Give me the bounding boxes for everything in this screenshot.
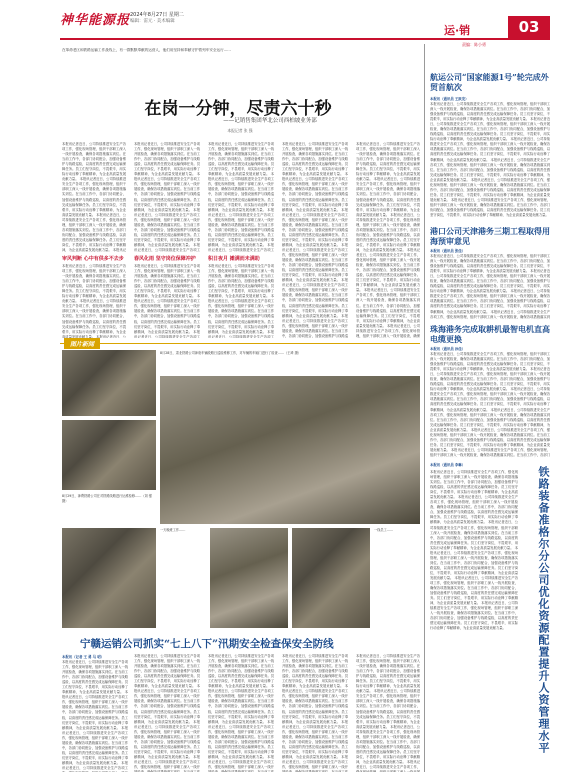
bottom-byline: 本报讯（记者 王 勇 马 明） xyxy=(62,655,105,659)
right-story4-byline: 本报讯（通讯员 李琳） xyxy=(430,463,466,467)
photo-small-bottom xyxy=(62,420,156,490)
main-column-3: 本报讯记者近日，公司持续推进安全生产各项工作，强化现场管理，组织干部职工深入一线开展检查，确保各项措施落实到位。在当前工作中，各部门协同配合，加强设备维护与线路巡检，以高度的责任感完成运输保障任务。员工们坚守岗位，不畏艰辛，用实际行动诠释了奉献精神，为企业高质量发展贡献力量。 本报讯记者近日，公司持续推进安全生产各项工作，强化现场管理，组织干部职工深入一线开展检查，确保各项措施落实到位。在当前工作中，各部门协同配合，加强设备维护与线路巡检，以高度的责任感完成运输保障任务。员工们坚守岗位，不畏艰辛，用实际行动诠释了奉献精神，为企业高质量发展贡献力量。 本报讯记者近日，公司持续推进安全生产各项工作，强化现场管理，组织干部职工深入一线开展检查，确保各项措施落实到位。在当前工作中，各部门协同配合，加强设备维护与线路巡检，以高度的责任感完成运输保障任务。员工们坚守岗位，不畏艰辛，用实际行动诠释了奉献精神，为企业高质量发展贡献力量。 本报讯记者近日，公司持续推进安全生产各项工 xyxy=(208,142,274,252)
section-label: 运·销 xyxy=(444,24,471,37)
right-story1-byline: 本报讯（通讯员 王跃发） xyxy=(430,97,469,101)
main-column-1b: 本报讯记者近日，公司持续推进安全生产各项工作，强化现场管理，组织干部职工深入一线开展检查，确保各项措施落实到位。在当前工作中，各部门协同配合，加强设备维护与线路巡检，以高度的责任感完成运输保障任务。员工们坚守岗位，不畏艰辛，用实际行动诠释了奉献精神，为企业高质量发展贡献力量。 本报讯记者近日，公司持续推进安全生产各项工作，强化现场管理，组织干部职工深入一线开展检查，确保各项措施落实到位。在当前工作中，各部门协同配合，加强设备维护与线路巡检，以高度的责任感完成运输保障任务。员工们坚守岗位，不畏艰辛，用实际行动诠释了奉献精神，为企业高质量发展贡献力量。 本报讯记者近日，公 xyxy=(62,264,126,338)
bottom-column-3: 本报讯记者近日，公司持续推进安全生产各项工作，强化现场管理，组织干部职工深入一线开展检查，确保各项措施落实到位。在当前工作中，各部门协同配合，加强设备维护与线路巡检，以高度的责任感完成运输保障任务。员工们坚守岗位，不畏艰辛，用实际行动诠释了奉献精神，为企业高质量发展贡献力量。 本报讯记者近日，公司持续推进安全生产各项工作，强化现场管理，组织干部职工深入一线开展检查，确保各项措施落实到位。在当前工作中，各部门协同配合，加强设备维护与线路巡检，以高度的责任感完成运输保障任务。员工们坚守岗位，不畏艰辛，用实际行动诠释了奉献精神，为企业高质量发展贡献力量。 本报讯记者近日，公司持续推进安全生产各项工作，强化现场管理，组织干部职工深入一线开展检查，确保各项措施落实到位。在当前工作中，各部门协同配合，加强设备维护与线路巡检，以高度的责任感完成运输保障任务。员工们坚守岗位，不畏艰辛，用实际行动诠释了奉献精神，为企业高质量发展贡献力量。 本报讯记者近日，公司持续推进安全生产各项工作，强化现场管理，组织干部职工深入一线开 xyxy=(208,654,274,770)
main-column-1: 本报讯记者近日，公司持续推进安全生产各项工作，强化现场管理，组织干部职工深入一线开展检查，确保各项措施落实到位。在当前工作中，各部门协同配合，加强设备维护与线路巡检，以高度的责任感完成运输保障任务。员工们坚守岗位，不畏艰辛，用实际行动诠释了奉献精神，为企业高质量发展贡献力量。 本报讯记者近日，公司持续推进安全生产各项工作，强化现场管理，组织干部职工深入一线开展检查，确保各项措施落实到位。在当前工作中，各部门协同配合，加强设备维护与线路巡检，以高度的责任感完成运输保障任务。员工们坚守岗位，不畏艰辛，用实际行动诠释了奉献精神，为企业高质量发展贡献力量。 本报讯记者近日，公司持续推进安全生产各项工作，强化现场管理，组织干部职工深入一线开展检查，确保各项措施落实到位。在当前工作中，各部门协同配合，加强设备维护与线路巡检，以高度的责任感完成运输保障任务。员工们坚守岗位，不畏艰辛，用实际行动诠释了奉献精神，为企业高质量发展贡献力量。 本报讯记 xyxy=(62,142,126,252)
masthead-sub: 编辑：雷元 · 美术编辑 xyxy=(130,19,175,24)
main-byline: 本报记者 张 强 xyxy=(227,128,253,133)
bottom-column-4: 本报讯记者近日，公司持续推进安全生产各项工作，强化现场管理，组织干部职工深入一线开展检查，确保各项措施落实到位。在当前工作中，各部门协同配合，加强设备维护与线路巡检，以高度的责任感完成运输保障任务。员工们坚守岗位，不畏艰辛，用实际行动诠释了奉献精神，为企业高质量发展贡献力量。 本报讯记者近日，公司持续推进安全生产各项工作，强化现场管理，组织干部职工深入一线开展检查，确保各项措施落实到位。在当前工作中，各部门协同配合，加强设备维护与线路巡检，以高度的责任感完成运输保障任务。员工们坚守岗位，不畏艰辛，用实际行动诠释了奉献精神，为企业高质量发展贡献力量。 本报讯记者近日，公司持续推进安全生产各项工作，强化现场管理，组织干部职工深入一线开展检查，确保各项措施落实到位。在当前工作中，各部门协同配合，加强设备维护与线路巡检，以高度的责任感完成运输保障任务。员工们坚守岗位，不畏艰辛，用实际行动诠释了奉献精神，为企业高质量发展贡献力量。 本报讯记者近日，公司持续推进安全生产各项工作，强化现场管理，组织干部职工深入一线开 xyxy=(282,654,348,770)
main-subhead-1: 审风判断 心中有供多不去步 xyxy=(62,256,124,262)
right-story4-body: 本报讯记者近日，公司持续推进安全生产各项工作，强化现场管理，组织干部职工深入一线开展检查，确保各项措施落实到位。在当前工作中，各部门协同配合，加强设备维护与线路巡检，以高度的责任感完成运输保障任务。员工们坚守岗位，不畏艰辛，用实际行动诠释了奉献精神，为企业高质量发展贡献力量。 本报讯记者近日，公司持续推进安全生产各项工作，强化现场管理，组织干部职工深入一线开展检查，确保各项措施落实到位。在当前工作中，各部门协同配合，加强设备维护与线路巡检，以高度的责任感完成运输保障任务。员工们坚守岗位，不畏艰辛，用实际行动诠释了奉献精神，为企业高质量发展贡献力量。 本报讯记者近日，公司持续推进安全生产各项工作，强化现场管理，组织干部职工深入一线开展检查，确保各项措施落实到位。在当前工作中，各部门协同配合，加强设备维护与线路巡检，以高度的责任感完成运输保障任务。员工们坚守岗位，不畏艰辛，用实际行动诠释了奉献精神，为企业高质量发展贡献力量。 本报讯记者近日，公司持续推进安全生产各项工作，强化现场管理，组织干部职工深入一线开展检查，确保各项措施落实到位。在当前工作中，各部门协同配合，加强设备维护与线路巡检，以高度的责任感完成运输保障任务。员工们坚守岗位，不畏艰辛，用实际行动诠释了奉献精神，为企业高质量发展贡献力量。 本报讯记者近日，公司持续推进安全生产各项工作，强化现场管理，组织干部职工深入一线开展检查，确保各项措施落实到位。在当前工作中，各部门协同配合，加强设备维护与线路巡检，以高度的责任感完成运输保障任务。员工们坚守岗位，不畏艰辛，用实际行动诠释了奉献精神，为企业高质量发展贡献力量。 本报讯记者近日，公司持续推进安全生产各项工作，强化现场管理，组织干部职工深入一线开展检查，确保各项措施落实到位。在当前工作中，各部门协同配合，加强设备维护与线路巡检，以高度的责任感完成运输保障任务。员工们坚守岗位，不畏艰辛，用实际行动诠释了奉献精神，为企业高质量发展贡献力量。 xyxy=(430,470,518,631)
wide-photo-caption: 8月28日，肃北铁路公司神府车辆段路日巡检维修工作，对车辆的车厢门进行了检查……（王琦 摄） xyxy=(160,351,301,355)
right-story2-title: 港口公司天津港务三期工程取得用海预审意见 xyxy=(430,226,550,246)
main-headline: 在岗一分钟，尽责六十秒 xyxy=(144,99,332,119)
right-story3-body: 本报讯记者近日，公司持续推进安全生产各项工作，强化现场管理，组织干部职工深入一线开展检查，确保各项措施落实到位。在当前工作中，各部门协同配合，加强设备维护与线路巡检，以高度的责任感完成运输保障任务。员工们坚守岗位，不畏艰辛，用实际行动诠释了奉献精神，为企业高质量发展贡献力量。 本报讯记者近日，公司持续推进安全生产各项工作，强化现场管理，组织干部职工深入一线开展检查，确保各项措施落实到位。在当前工作中，各部门协同配合，加强设备维护与线路巡检，以高度的责任感完成运输保障任务。员工们坚守岗位，不畏艰辛，用实际行动诠释了奉献精神，为企业高质量发展贡献力量。 本报讯记者近日，公司持续推进安全生产各项工作，强化现场管理，组织干部职工深入一线开展检查，确保各项措施落实到位。在当前工作中，各部门协同配合，加强设备维护与线路巡检，以高度的责任感完成运输保障任务。员工们坚守岗位，不畏艰辛，用实际行动诠释了奉献精神，为企业高质量发展贡献力量。 本报讯记者近日，公司持续推进安全生产各项工作，强化现场管理，组织干部职工深入一线开展检查，确保各项措施落实到位。在当前工作中，各部门协同配合，加强设备维护与线路巡检，以高度的责任感完成运输保障任务。员工们坚守岗位，不畏艰辛，用实际行动诠释了奉献精神，为企业高质量发展贡献力量。 本报讯记者近日，公司持续推进安全生产各项工作，强化现场管理，组织干部职工深入一线开展检查，确保各项措施落实到位。在当前工作中，各部门协同配合，加强设备维护与线路巡检，以高度的责任感完成运输保障任务。员工们坚守岗位，不畏艰辛，用实际行动诠释了奉献精神，为企业高质量发展贡献力量。 本报讯记者近日，公司持续推进安全生产各项工作，强化现场管理，组织干部职工深入一线开展检查，确保各项措施落实到位。在当前工作中，各部门 xyxy=(430,352,550,457)
photo-bottom-right xyxy=(292,528,370,628)
bottom-column-1: 本报讯记者近日，公司持续推进安全生产各项工作，强化现场管理，组织干部职工深入一线开展检查，确保各项措施落实到位。在当前工作中，各部门协同配合，加强设备维护与线路巡检，以高度的责任感完成运输保障任务。员工们坚守岗位，不畏艰辛，用实际行动诠释了奉献精神，为企业高质量发展贡献力量。 本报讯记者近日，公司持续推进安全生产各项工作，强化现场管理，组织干部职工深入一线开展检查，确保各项措施落实到位。在当前工作中，各部门协同配合，加强设备维护与线路巡检，以高度的责任感完成运输保障任务。员工们坚守岗位，不畏艰辛，用实际行动诠释了奉献精神，为企业高质量发展贡献力量。 本报讯记者近日，公司持续推进安全生产各项工作，强化现场管理，组织干部职工深入一线开展检查，确保各项措施落实到位。在当前工作中，各部门协同配合，加强设备维护与线路巡检，以高度的责任感完成运输保障任务。员工们坚守岗位，不畏艰辛，用实际行动诠释了奉献精神，为企业高质量发展贡献力量。 本报讯记者近日，公司持续推进安全生产各项工 xyxy=(62,660,128,770)
right-story3-title: 珠海港务完成取耕机最智电机直高电缆更换 xyxy=(430,324,550,344)
bottom-headline: 宁赣运销公司抓实“七上八下”汛期安全检查保安全防线 xyxy=(80,638,334,650)
main-subhead-3: 积日夜月 摊满而未满助 xyxy=(208,256,260,262)
right-story2-byline: 本报讯（通讯员 张佳） xyxy=(430,249,466,253)
photo-bottom-left xyxy=(62,528,156,628)
editor-credit: 责编：陈小勇 xyxy=(462,42,486,47)
right-story4-title: 铁路装备准格尔分公司优化资源配置提升人资管理水平 xyxy=(537,466,550,754)
photo-caption-left: 8月29日，神朔铁路公司在对铁路线路进行运维检修……（刘 强 摄） xyxy=(62,494,152,503)
photo-bottom-mid xyxy=(210,528,288,628)
intro-text: 在革命老区和铁路运输工作战线上，有一群默默奉献的运营人，他们用坚持和奉献守护着列车安全运行…… xyxy=(62,48,231,52)
main-subhead-2: 春风化雨 坚守岗位保障冲护 xyxy=(134,256,196,262)
bottom-column-2: 本报讯记者近日，公司持续推进安全生产各项工作，强化现场管理，组织干部职工深入一线开展检查，确保各项措施落实到位。在当前工作中，各部门协同配合，加强设备维护与线路巡检，以高度的责任感完成运输保障任务。员工们坚守岗位，不畏艰辛，用实际行动诠释了奉献精神，为企业高质量发展贡献力量。 本报讯记者近日，公司持续推进安全生产各项工作，强化现场管理，组织干部职工深入一线开展检查，确保各项措施落实到位。在当前工作中，各部门协同配合，加强设备维护与线路巡检，以高度的责任感完成运输保障任务。员工们坚守岗位，不畏艰辛，用实际行动诠释了奉献精神，为企业高质量发展贡献力量。 本报讯记者近日，公司持续推进安全生产各项工作，强化现场管理，组织干部职工深入一线开展检查，确保各项措施落实到位。在当前工作中，各部门协同配合，加强设备维护与线路巡检，以高度的责任感完成运输保障任务。员工们坚守岗位，不畏艰辛，用实际行动诠释了奉献精神，为企业高质量发展贡献力量。 本报讯记者近日，公司持续推进安全生产各项工作，强化现场管理，组织干部职工深入一线开 xyxy=(134,654,200,770)
right-story1-title: 航运公司“国家能源1号”轮完成外贸首航次 xyxy=(430,72,549,92)
photo-caption-mid: 一天晚班工作…… xyxy=(160,528,186,532)
banner-rule xyxy=(60,343,420,344)
right-story1-body: 本报讯记者近日，公司持续推进安全生产各项工作，强化现场管理，组织干部职工深入一线开展检查，确保各项措施落实到位。在当前工作中，各部门协同配合，加强设备维护与线路巡检，以高度的责任感完成运输保障任务。员工们坚守岗位，不畏艰辛，用实际行动诠释了奉献精神，为企业高质量发展贡献力量。 本报讯记者近日，公司持续推进安全生产各项工作，强化现场管理，组织干部职工深入一线开展检查，确保各项措施落实到位。在当前工作中，各部门协同配合，加强设备维护与线路巡检，以高度的责任感完成运输保障任务。员工们坚守岗位，不畏艰辛，用实际行动诠释了奉献精神，为企业高质量发展贡献力量。 本报讯记者近日，公司持续推进安全生产各项工作，强化现场管理，组织干部职工深入一线开展检查，确保各项措施落实到位。在当前工作中，各部门协同配合，加强设备维护与线路巡检，以高度的责任感完成运输保障任务。员工们坚守岗位，不畏艰辛，用实际行动诠释了奉献精神，为企业高质量发展贡献力量。 本报讯记者近日，公司持续推进安全生产各项工作，强化现场管理，组织干部职工深入一线开展检查，确保各项措施落实到位。在当前工作中，各部门协同配合，加强设备维护与线路巡检，以高度的责任感完成运输保障任务。员工们坚守岗位，不畏艰辛，用实际行动诠释了奉献精神，为企业高质量发展贡献力量。 本报讯记者近日，公司持续推进安全生产各项工作，强化现场管理，组织干部职工深入一线开展检查，确保各项措施落实到位。在当前工作中，各部门协同配合，加强设备维护与线路巡检，以高度的责任感完成运输保障任务。员工们坚守岗位，不畏艰辛，用实际行动诠释了奉献精神，为企业高质量发展贡献力量。 本报讯记者近日，公司持续推进安全生产各项工作，强化现场管理，组织干部职工深入一线开展检查，确保各项措施落实到位。在当前工作中，各部门协同配合，加强设备维护与线路巡检，以高度的责任感完成运输保障任务。员工们坚守岗位，不畏艰辛，用实际行动诠释了奉献精神，为企业高质量发展贡献力量。 xyxy=(430,102,550,218)
main-column-2: 本报讯记者近日，公司持续推进安全生产各项工作，强化现场管理，组织干部职工深入一线开展检查，确保各项措施落实到位。在当前工作中，各部门协同配合，加强设备维护与线路巡检，以高度的责任感完成运输保障任务。员工们坚守岗位，不畏艰辛，用实际行动诠释了奉献精神，为企业高质量发展贡献力量。 本报讯记者近日，公司持续推进安全生产各项工作，强化现场管理，组织干部职工深入一线开展检查，确保各项措施落实到位。在当前工作中，各部门协同配合，加强设备维护与线路巡检，以高度的责任感完成运输保障任务。员工们坚守岗位，不畏艰辛，用实际行动诠释了奉献精神，为企业高质量发展贡献力量。 本报讯记者近日，公司持续推进安全生产各项工作，强化现场管理，组织干部职工深入一线开展检查，确保各项措施落实到位。在当前工作中，各部门协同配合，加强设备维护与线路巡检，以高度的责任感完成运输保障任务。员工们坚守岗位，不畏艰辛，用实际行动诠释了奉献精神，为企业高质量发展贡献力量。 本报讯记者近日，公司持续推进安全生产各项工 xyxy=(134,142,200,252)
main-column-5: 本报讯记者近日，公司持续推进安全生产各项工作，强化现场管理，组织干部职工深入一线开展检查，确保各项措施落实到位。在当前工作中，各部门协同配合，加强设备维护与线路巡检，以高度的责任感完成运输保障任务。员工们坚守岗位，不畏艰辛，用实际行动诠释了奉献精神，为企业高质量发展贡献力量。 本报讯记者近日，公司持续推进安全生产各项工作，强化现场管理，组织干部职工深入一线开展检查，确保各项措施落实到位。在当前工作中，各部门协同配合，加强设备维护与线路巡检，以高度的责任感完成运输保障任务。员工们坚守岗位，不畏艰辛，用实际行动诠释了奉献精神，为企业高质量发展贡献力量。 本报讯记者近日，公司持续推进安全生产各项工作，强化现场管理，组织干部职工深入一线开展检查，确保各项措施落实到位。在当前工作中，各部门协同配合，加强设备维护与线路巡检，以高度的责任感完成运输保障任务。员工们坚守岗位，不畏艰辛，用实际行动诠释了奉献精神，为企业高质量发展贡献力量。 本报讯记者近日，公司持续推进安全生产各项工作，强化现场管理，组织干部职工深入一线开展检查，确保各项措施落实到位。在当前工作中，各部门协同配合，加强设备维护与线路巡检，以高度的责任感完成运输保障任务。员工们坚守岗位，不畏艰辛，用实际行动诠释了奉献精神，为企业高质量发展贡献力量。 本报讯记者近日，公司持续推进安全生产各项工作，强化现场管理，组织干部职工深入一线开展检查，确保各项措施落实到位。在当前工作中，各部门协同配合，加强设备维护与线路巡检，以高度的责任感完成运输保障任务。员工们坚守岗位，不畏艰辛，用实际行动诠释了奉献精神，为企业高质量发展贡献力量。 本报讯记者近日，公司持续推进安全生产各项工作，强化现场管理，组织干部职工深入一线开展检查，确保 xyxy=(356,142,420,338)
main-column-4: 本报讯记者近日，公司持续推进安全生产各项工作，强化现场管理，组织干部职工深入一线开展检查，确保各项措施落实到位。在当前工作中，各部门协同配合，加强设备维护与线路巡检，以高度的责任感完成运输保障任务。员工们坚守岗位，不畏艰辛，用实际行动诠释了奉献精神，为企业高质量发展贡献力量。 本报讯记者近日，公司持续推进安全生产各项工作，强化现场管理，组织干部职工深入一线开展检查，确保各项措施落实到位。在当前工作中，各部门协同配合，加强设备维护与线路巡检，以高度的责任感完成运输保障任务。员工们坚守岗位，不畏艰辛，用实际行动诠释了奉献精神，为企业高质量发展贡献力量。 本报讯记者近日，公司持续推进安全生产各项工作，强化现场管理，组织干部职工深入一线开展检查，确保各项措施落实到位。在当前工作中，各部门协同配合，加强设备维护与线路巡检，以高度的责任感完成运输保障任务。员工们坚守岗位，不畏艰辛，用实际行动诠释了奉献精神，为企业高质量发展贡献力量。 本报讯记者近日，公司持续推进安全生产各项工作，强化现场管理，组织干部职工深入一线开展检查，确保各项措施落实到位。在当前工作中，各部门协同配合，加强设备维护与线路巡检，以高度的责任感完成运输保障任务。员工们坚守岗位，不畏艰辛，用实际行动诠释了奉献精神，为企业高质量发展贡献力量。 本报讯记者近日，公司持续推进安全生产各项工作，强化现场管理，组织干部职工深入一线开展检查，确保各项措施落实到位。在当前工作中，各部门协同配合，加强设备维护与线路巡检，以高度的责任感完成运输保障任务。员工们坚守岗位，不畏艰辛，用实际行动诠释了奉献精神，为企业高质量发展贡献力量。 本报讯记者近日，公司持续推进安全生产各项工作，强化现场管理，组织干部职工深入一线开展检查，确保各项措施落实到位。在当前工作中，各部门协同配合，加强设备维护与线路巡 xyxy=(282,142,348,338)
banner-label: 图片新闻 xyxy=(64,338,100,349)
right-story3-byline: 本报讯（通讯员 孙佳） xyxy=(430,347,466,351)
masthead-date: 2024年8月27日 星期二 xyxy=(130,12,184,18)
main-column-2b: 本报讯记者近日，公司持续推进安全生产各项工作，强化现场管理，组织干部职工深入一线开展检查，确保各项措施落实到位。在当前工作中，各部门协同配合，加强设备维护与线路巡检，以高度的责任感完成运输保障任务。员工们坚守岗位，不畏艰辛，用实际行动诠释了奉献精神，为企业高质量发展贡献力量。 本报讯记者近日，公司持续推进安全生产各项工作，强化现场管理，组织干部职工深入一线开展检查，确保各项措施落实到位。在当前工作中，各部门协同配合，加强设备维护与线路巡检，以高度的责任感完成运输保障任务。员工们坚守岗位，不畏艰辛，用实际行动诠释了奉献精神，为企业高质量发展贡献力量。 本报讯记者近日，公司持续推进安全生产各项工 xyxy=(134,264,200,338)
masthead-logo: 神华能源报 xyxy=(60,13,131,28)
photo-main xyxy=(160,376,420,524)
masthead-rule xyxy=(60,38,550,40)
bottom-column-5: 本报讯记者近日，公司持续推进安全生产各项工作，强化现场管理，组织干部职工深入一线开展检查，确保各项措施落实到位。在当前工作中，各部门协同配合，加强设备维护与线路巡检，以高度的责任感完成运输保障任务。员工们坚守岗位，不畏艰辛，用实际行动诠释了奉献精神，为企业高质量发展贡献力量。 本报讯记者近日，公司持续推进安全生产各项工作，强化现场管理，组织干部职工深入一线开展检查，确保各项措施落实到位。在当前工作中，各部门协同配合，加强设备维护与线路巡检，以高度的责任感完成运输保障任务。员工们坚守岗位，不畏艰辛，用实际行动诠释了奉献精神，为企业高质量发展贡献力量。 本报讯记者近日，公司持续推进安全生产各项工作，强化现场管理，组织干部职工深入一线开展检查，确保各项措施落实到位。在当前工作中，各部门协同配合，加强设备维护与线路巡检，以高度的责任感完成运输保障任务。员工们坚守岗位，不畏艰辛，用实际行动诠释了奉献精神，为企业高质量发展贡献力量。 本报讯记者近日，公司持续推进安全生产各项工作， xyxy=(356,654,420,770)
main-column-3b: 本报讯记者近日，公司持续推进安全生产各项工作，强化现场管理，组织干部职工深入一线开展检查，确保各项措施落实到位。在当前工作中，各部门协同配合，加强设备维护与线路巡检，以高度的责任感完成运输保障任务。员工们坚守岗位，不畏艰辛，用实际行动诠释了奉献精神，为企业高质量发展贡献力量。 本报讯记者近日，公司持续推进安全生产各项工作，强化现场管理，组织干部职工深入一线开展检查，确保各项措施落实到位。在当前工作中，各部门协同配合，加强设备维护与线路巡检，以高度的责任感完成运输保障任务。员工们坚守岗位，不畏艰辛，用实际行动诠释了奉献精神，为企业高质量发展贡献力量。 本报讯记者近日，公司持续推进安全生产各项工 xyxy=(208,264,274,338)
photo-caption-right: 一线员工…… xyxy=(374,528,394,532)
column-divider xyxy=(424,44,425,772)
main-subtitle: ——记销售集团华北公司西柏坡业务部 xyxy=(223,118,317,124)
photo-small-top xyxy=(62,350,156,416)
right-story2-body: 本报讯记者近日，公司持续推进安全生产各项工作，强化现场管理，组织干部职工深入一线开展检查，确保各项措施落实到位。在当前工作中，各部门协同配合，加强设备维护与线路巡检，以高度的责任感完成运输保障任务。员工们坚守岗位，不畏艰辛，用实际行动诠释了奉献精神，为企业高质量发展贡献力量。 本报讯记者近日，公司持续推进安全生产各项工作，强化现场管理，组织干部职工深入一线开展检查，确保各项措施落实到位。在当前工作中，各部门协同配合，加强设备维护与线路巡检，以高度的责任感完成运输保障任务。员工们坚守岗位，不畏艰辛，用实际行动诠释了奉献精神，为企业高质量发展贡献力量。 本报讯记者近日，公司持续推进安全生产各项工作，强化现场管理，组织干部职工深入一线开展检查，确保各项措施落实到位。在当前工作中，各部门协同配合，加强设备维护与线路巡检，以高度的责任感完成运输保障任务。员工们坚守岗位，不畏艰辛，用实际行动诠释了奉献精神，为企业高质量发展贡献力量。 本报讯记者近日，公司持续推进安全生产各项工作，强化现场管理，组织干部职工深入一线开展检查，确保各项措施落实到 xyxy=(430,254,550,319)
page-number: 03 xyxy=(508,16,550,38)
